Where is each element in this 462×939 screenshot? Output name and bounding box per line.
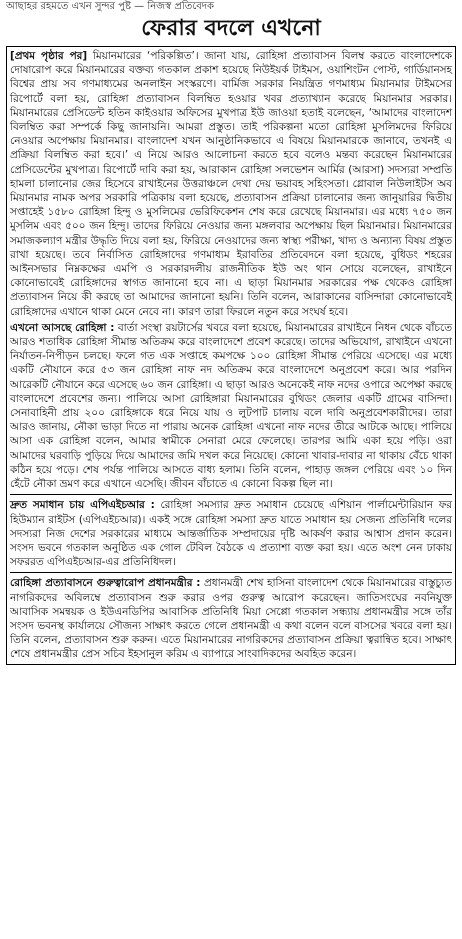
section-label: এখনো আসছে রোহিঙ্গা : bbox=[10, 321, 115, 334]
section-text: প্রধানমন্ত্রী শেখ হাসিনা বাংলাদেশ থেকে মিয়ানমারের বাস্তুচ্যুত নাগরিকদের অবিলম্বে প্রত্যাবাসন শুরু করার ওপর গুরুত্ব আরোপ করেছেন। জাতিসংঘের নবনিযুক্ত আবাসিক সমন্বয়ক ও ইউএনডিপির আবাসিক প্রতিনিধি মিয়া সেপ্পো গতকাল সন্ধ্যায় প্রধানমন্ত্রীর সঙ্গে তাঁর সংসদ ভবনস্থ কার্যালয়ে সৌজন্য সাক্ষাৎ করতে গেলে প্রধানমন্ত্রী এ কথা বলেন বলে বাসসের খবরে বলা হয়। তিনি বলেন, প্রত্যাবাসন শুরু করুন। এতে মিয়ানমারের নাগরিকদের প্রত্যাবাসন প্রক্রিয়া ত্বরান্বিত হবে। সাক্ষাৎ শেষে প্রধানমন্ত্রীর প্রেস সচিব ইহসানুল করিম এ ব্যাপারে সাংবাদিকদের অবহিত করেন। bbox=[10, 577, 452, 661]
section-label: রোহিঙ্গা প্রত্যাবাসনে গুরুত্বারোপ প্রধানমন্ত্রীর : bbox=[10, 577, 201, 590]
section-divider bbox=[10, 572, 452, 573]
article-section-aphr bbox=[10, 498, 452, 569]
top-strip: আছাহর রহমতে এখন সুন্দর পুষ্ট — নিজস্ব প্রতিবেদক bbox=[6, 1, 215, 12]
article-section-prime-minister bbox=[10, 576, 452, 661]
section-text: রোহিঙ্গা সমস্যার দ্রুত সমাধান চেয়েছে এশিয়ান পার্লামেন্টারিয়ান ফর হিউম্যান রাইটস (এপিএইচআর)। একই সঙ্গে রোহিঙ্গা সমস্যা দ্রুত যাতে সমাধান হয় সেজন্য প্রতিনিধি দলের সদস্যরা নিজ দেশের সরকারের মাধ্যমে আন্তর্জাতিক সম্প্রদায়ের দৃষ্টি আকর্ষণ করার আশ্বাস প্রদান করেন। সংসদ ভবনে গতকাল অনুষ্ঠিত এক গোল টেবিল বৈঠকে এ প্রত্যাশা ব্যক্ত করা হয়। এতে অংশ নেন ঢাকায় সফররত এপিএইচআর-এর প্রতিনিধিদল। bbox=[10, 499, 452, 569]
article-body bbox=[6, 46, 456, 665]
headline: ফেরার বদলে এখনো bbox=[141, 16, 321, 41]
section-divider bbox=[10, 494, 452, 495]
article-section-rohingya-arriving bbox=[10, 321, 452, 491]
article-section-continuation bbox=[10, 49, 452, 319]
section-label: [প্রথম পৃষ্ঠার পর] bbox=[10, 50, 88, 62]
section-text: মিয়ানমারের ‘পরিকল্পিত’। জানা যায়, রোহিঙ্গা প্রত্যাবাসন বিলম্ব করতে বাংলাদেশকে দোষারোপ করে মিয়ানমারের বক্তব্য গতকাল প্রকাশ হয়েছে নিউইয়র্ক টাইমস, ওয়াশিংটন পোস্ট, গার্ডিয়ানসহ বিশ্বের প্রায় সব গণমাধ্যমের অনলাইন সংস্করণে। বার্মিজ সরকার নিয়ন্ত্রিত গণমাধ্যম মিয়ানমার টাইমসের রিপোর্টে বলা হয়, রোহিঙ্গা প্রত্যাবাসন বিলম্বিত হওয়ার খবর প্রত্যাখ্যান করেছে মিয়ানমার সরকার। মিয়ানমারের প্রেসিডেন্ট হতিন কাইওয়ার অফিসের মুখপাত্র ইউ জাওয়া হতাই বলেছেন, ‘আমাদের বাংলাদেশ বিলম্বিত করা সম্পর্কে কিছু জানায়নি। আমরা প্রস্তুত। তাই পরিকল্পনা মতো রোহিঙ্গা মুসলিমদের ফিরিয়ে নেওয়ার অপেক্ষায় মিয়ানমার। বাংলাদেশ যখন আনুষ্ঠানিকভাবে এ বিষয়ে মিয়ানমারকে জানাবে, তখনই এ প্রক্রিয়া বিলম্বিত করা হবে।’ এ নিয়ে আরও আলোচনা করতে হবে বলেও মন্তব্য করেছেন মিয়ানমারের প্রেসিডেন্টের মুখপাত্র। রিপোর্টে দাবি করা হয়, আরাকান রোহিঙ্গা সলভেশন আর্মির (আরসা) সদস্যরা সম্প্রতি হামলা চালানোর জের হিসেবে রাখাইনের উত্তরাঞ্চলে দেখা দেয় ভয়াবহ সহিংসতা। গ্লোবাল নিউলাইটস অব মিয়ানমার নামক অপর সরকারি পত্রিকায় বলা হয়েছে, প্রত্যাবাসন প্রক্রিয়া চালানোর জন্য জানুয়ারির দ্বিতীয় সপ্তাহেই ১৫৮০ রোহিঙ্গা হিন্দু ও মুসলিমের ভেরিফিকেশন শেষ করে রেখেছে মিয়ানমার। এর মধ্যে ৭৫০ জন মুসলিম এবং ৫০০ জন হিন্দু। তাদের ফিরিয়ে নেওয়ার জন্য মঙ্গলবার অপেক্ষায় ছিল মিয়ানমার। মিয়ানমারের সমাজকল্যাণ মন্ত্রীর উদ্ধৃতি দিয়ে বলা হয়, ফিরিয়ে নেওয়াদের জন্য স্বাস্থ্য পরীক্ষা, খাদ্য ও অন্যান্য বিষয় প্রস্তুত রাখা হয়েছে। তবে নির্বাসিত রোহিঙ্গাদের গণমাধ্যম ইরাবতির প্রতিবেদনে বলা হয়েছে, বুধিডং শহরের আইনসভার নিম্নকক্ষের এমপি ও সরকারদলীয় রাজনীতিক ইউ অং থান সোয়ে বলেছেন, রাখাইনে কোনোভাবেই রোহিঙ্গাদের স্বাগত জানানো হবে না। এ ছাড়া মিয়ানমার সরকারের পক্ষ থেকেও রোহিঙ্গা প্রত্যাবাসন নিয়ে কী করছে তা আমাদের জানানো হয়নি। তিনি বলেন, আরাকানের বাসিন্দারা কোনোভাবেই রোহিঙ্গাদের এখানে থাকা মেনে নেবে না। কারণ তারা ফিরলে নতুন করে সংঘর্ষ হবে। bbox=[10, 50, 452, 318]
section-label: দ্রুত সমাধান চায় এপিএইচআর : bbox=[10, 499, 155, 512]
section-text: বার্তা সংস্থা রয়টার্সের খবরে বলা হয়েছে, মিয়ানমারের রাখাইনে নিধন থেকে বাঁচতে আরও শতাধিক রোহিঙ্গা সীমান্ত অতিক্রম করে বাংলাদেশে প্রবেশ করেছে। তাদের অভিযোগ, রাখাইনে এখনো নির্যাতন-নিপীড়ন চলছে। ফলে গত এক সপ্তাহে কমপক্ষে ১০০ রোহিঙ্গা সীমান্ত পেরিয়ে এসেছে। এর মধ্যে একটি নৌযানে করে ৫৩ জন রোহিঙ্গা নাফ নদ অতিক্রম করে বাংলাদেশে অনুপ্রবেশ করে। আর পরদিন আরেকটি নৌযানে করে এসেছে ৬০ জন রোহিঙ্গা। এ ছাড়া আরও অনেকেই নাফ নদের ওপারে অপেক্ষা করছে বাংলাদেশে প্রবেশের জন্য। পালিয়ে আসা রোহিঙ্গারা মিয়ানমারের বুথিডং জেলার একটি গ্রামের বাসিন্দা। সেনাবাহিনী প্রায় ২০০ রোহিঙ্গাকে ধরে নিয়ে যায় ও লুটপাট চালায় বলে দাবি অনুপ্রবেশকারীদের। তারা আরও জানায়, নৌকা ভাড়া দিতে না পারায় অনেক রোহিঙ্গা এখনো নাফ নদের তীরে আটকে আছে। পালিয়ে আসা এক রোহিঙ্গা বলেন, আমার স্বামীকে সেনারা মেরে ফেলেছে। তারপর আমি একা হয়ে পড়ি। ওরা আমাদের ঘরবাড়ি পুড়িয়ে দিয়ে আমাদের জমি দখল করে নিয়েছে। কোনো খাবার-দাবার না থাকায় বেঁচে থাকা কঠিন হয়ে পড়ে। শেষ পর্যন্ত পালিয়ে আসতে বাধ্য হলাম। তিনি বলেন, পাহাড় জঙ্গল পেরিয়ে এবং ১০ দিন হেঁটে নৌকা ভ্রমণ করে এখানে এসেছি। জীবন বাঁচাতে এ কোনো বিকল্প ছিল না। bbox=[10, 321, 452, 491]
